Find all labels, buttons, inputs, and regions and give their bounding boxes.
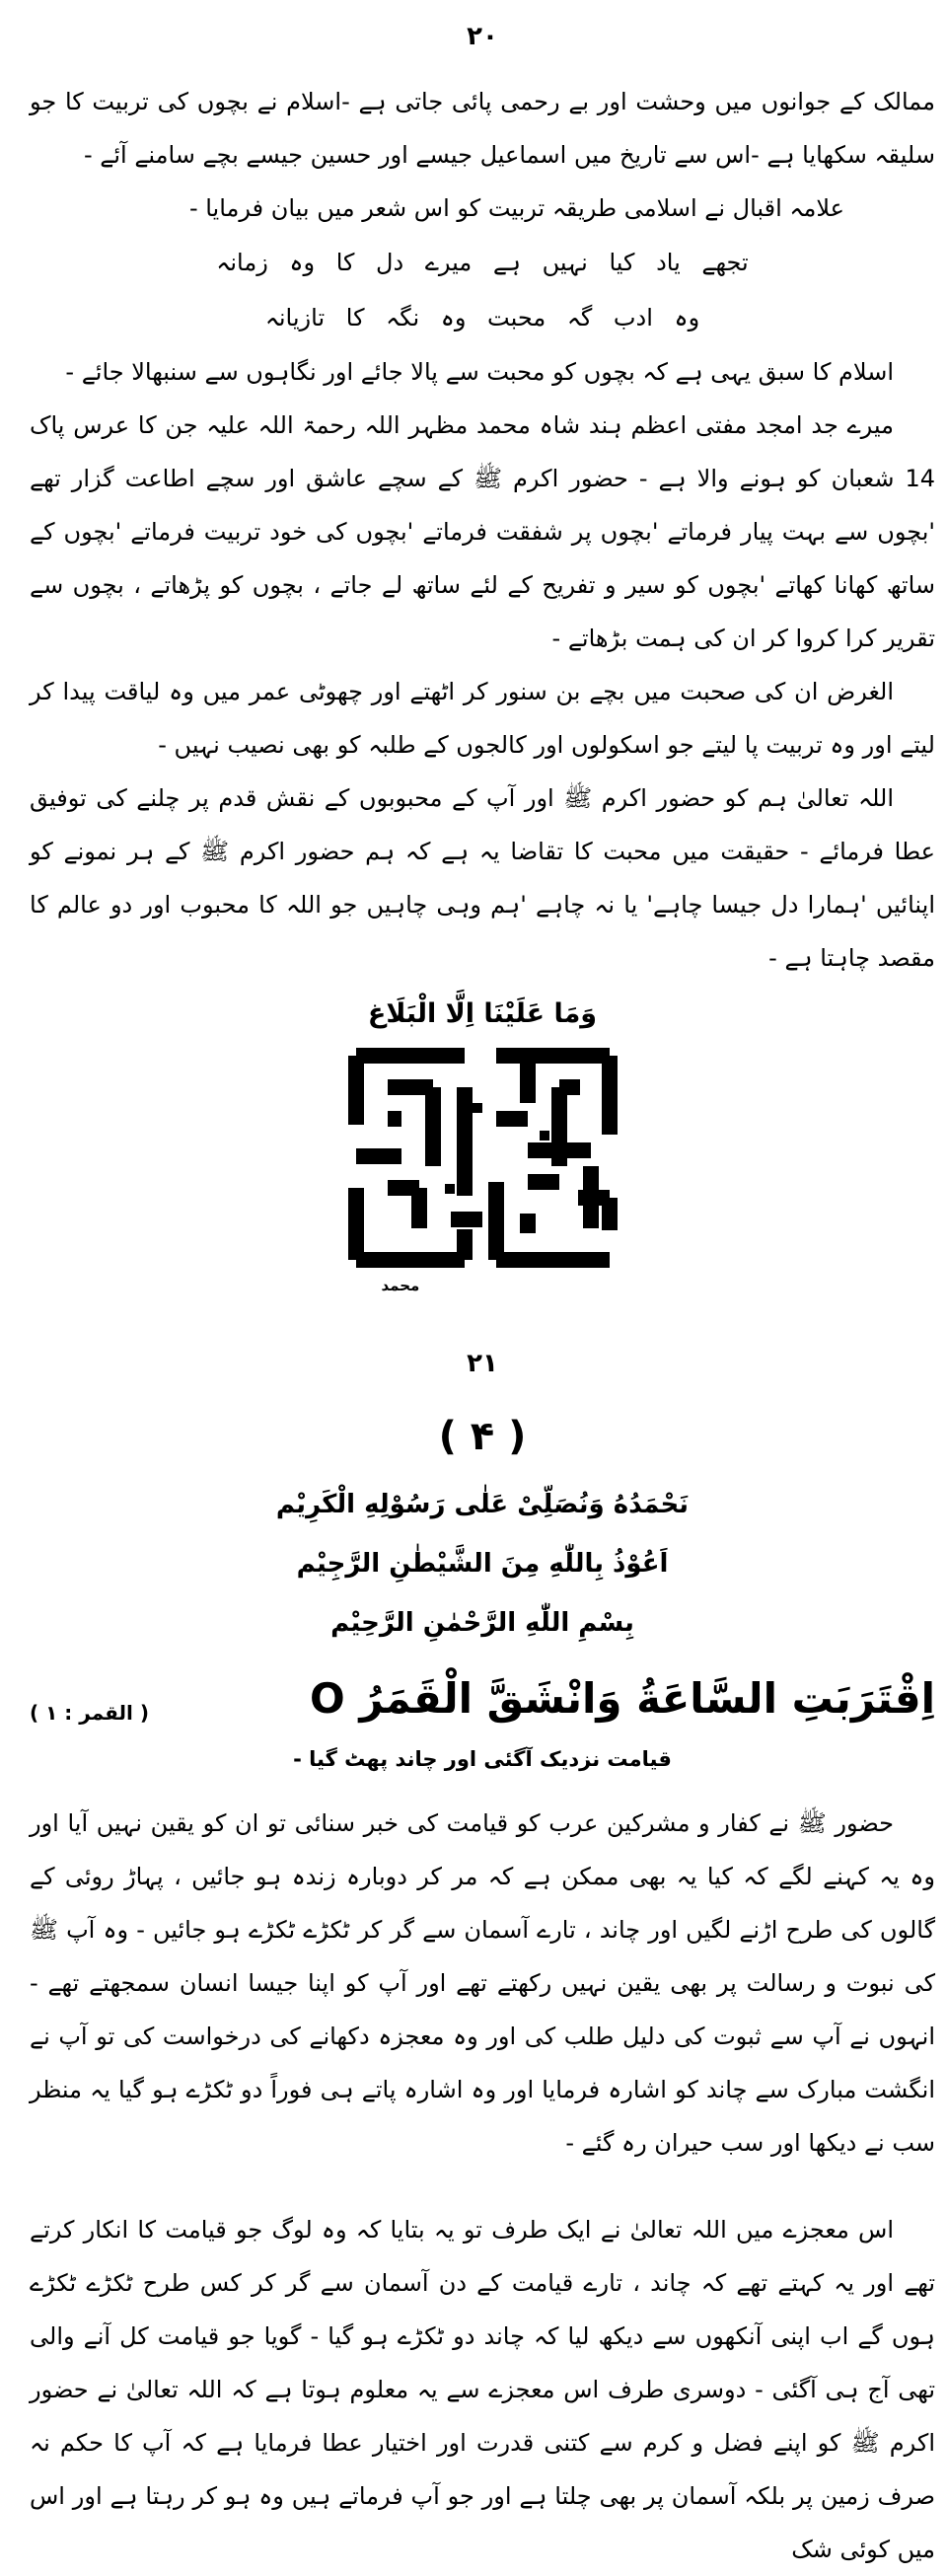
page-20-body <box>30 75 935 1295</box>
page-number-21: ۲۱ <box>467 1349 498 1378</box>
verse-reference: ( القمر : ۱ ) <box>30 1701 149 1725</box>
iqbal-couplet <box>30 235 935 345</box>
kufic-square-calligraphy-image <box>346 1046 619 1270</box>
quran-verse-row <box>30 1668 935 1730</box>
paragraph-continuation: ممالک کے جوانوں میں وحشت اور بے رحمی پائی جاتی ہے -اسلام نے بچوں کی تربیت کا جو سلیقہ سکھایا ہے -اس سے تاریخ میں اسماعیل جیسے اور حسین جیسے بچے سامنے آئے - <box>30 88 935 169</box>
quran-verse-text: اِقْتَرَبَتِ السَّاعَةُ وَانْشَقَّ الْقَمَرُ O <box>310 1674 935 1723</box>
couplet-line-2: وہ ادب گہ محبت وہ نگہ کا تازیانہ <box>264 304 700 331</box>
section-number-heading: ( ۴ ) <box>438 1414 527 1459</box>
paragraph-grandfather: میرے جد امجد مفتی اعظم ہند شاہ محمد مظہر اللہ رحمۃ اللہ علیہ جن کا عرس پاک 14 شعبان کو ہونے والا ہے - حضور اکرم ﷺ کے سچے عاشق اور سچے اطاعت گزار تھے 'بچوں سے بہت پیار فرماتے 'بچوں پر شفقت فرماتے 'بچوں کی خود تربیت فرماتے 'بچوں کے ساتھ کھانا کھاتے 'بچوں کو سیر و تفریح کے لئے ساتھ لے جاتے ، بچوں کو پڑھاتے ، بچوں سے تقریر کرا کروا کر ان کی ہمت بڑھاتے - <box>30 411 935 652</box>
kufic-calligraphy-block <box>346 1046 619 1295</box>
calligrapher-signature: محمد <box>381 1277 420 1294</box>
paragraph-miracle-story: حضور ﷺ نے کفار و مشرکین عرب کو قیامت کی خبر سنائی تو ان کو یقین نہیں آیا اور وہ یہ کہنے لگے کہ کیا یہ بھی ممکن ہے کہ مر کر دوبارہ زندہ ہو جائیں ، پہاڑ روئی کے گالوں کی طرح اڑنے لگیں اور چاند ، تارے آسمان سے گر کر ٹکڑے ٹکڑے ہو جائیں - وہ آپ ﷺ کی نبوت و رسالت پر بھی یقین نہیں رکھتے تھے اور آپ کو اپنا جیسا انسان سمجھتے تھے - انہوں نے آپ سے ثبوت کی دلیل طلب کی اور وہ معجزہ دکھانے کی درخواست کی تو آپ نے انگشت مبارک سے چاند کو اشارہ فرمایا اور وہ اشارہ پاتے ہی فوراً دو ٹکڑے ہو گیا یہ منظر سب نے دیکھا اور سب حیران رہ گئے - <box>30 1809 935 2157</box>
arabic-closing-line: وَمَا عَلَيْنَا اِلَّا الْبَلَاغ <box>367 998 598 1029</box>
page-21-body <box>30 1349 935 2576</box>
couplet-line-1: تجھے یاد کیا نہیں ہے میرے دل کا وہ زمانہ <box>216 249 749 276</box>
hamd-line: نَحْمَدُهُ وَنُصَلِّىْ عَلٰى رَسُوْلِهِ الْكَرِيْم <box>275 1490 690 1519</box>
paragraph-dua: اللہ تعالیٰ ہم کو حضور اکرم ﷺ اور آپ کے محبوبوں کے نقش قدم پر چلنے کی توفیق عطا فرمائے - حقیقت میں محبت کا تقاضا یہ ہے کہ ہم حضور اکرم ﷺ کے ہر نمونے کو اپنائیں 'ہمارا دل جیسا چاہے' یا نہ چاہے 'ہم وہی چاہیں جو اللہ کا محبوب اور دو عالم کا مقصد چاہتا ہے - <box>30 784 935 972</box>
paragraph-islam-lesson: اسلام کا سبق یہی ہے کہ بچوں کو محبت سے پالا جائے اور نگاہوں سے سنبھالا جائے - <box>65 358 894 386</box>
page-number-20: ۲۰ <box>467 22 498 51</box>
paragraph-miracle-meaning: اس معجزے میں اللہ تعالیٰ نے ایک طرف تو یہ بتایا کہ وہ لوگ جو قیامت کا انکار کرتے تھے اور یہ کہتے تھے کہ چاند ، تارے قیامت کے دن آسمان سے گر کر کس طرح ٹکڑے ٹکڑے ہوں گے اب اپنی آنکھوں سے دیکھ لیا کہ چاند دو ٹکڑے ہو گیا - گویا جو قیامت کل آنے والی تھی آج ہی آگئی - دوسری طرف اس معجزے سے یہ معلوم ہوتا ہے کہ اللہ تعالیٰ نے حضور اکرم ﷺ کو اپنے فضل و کرم سے کتنی قدرت اور اختیار عطا فرمایا ہے کہ آپ کا حکم نہ صرف زمین پر بلکہ آسمان پر بھی چلتا ہے اور جو آپ فرماتے ہیں وہ ہو کر رہتا ہے اور اس میں کوئی شک <box>30 2216 935 2563</box>
verse-translation: قیامت نزدیک آگئی اور چاند پھٹ گیا - <box>293 1747 672 1771</box>
taawwuz-line: اَعُوْذُ بِاللّٰهِ مِنَ الشَّيْطٰنِ الرَّجِيْم <box>296 1549 669 1579</box>
paragraph-algharz: الغرض ان کی صحبت میں بچے بن سنور کر اٹھتے اور چھوٹی عمر میں وہ لیاقت پیدا کر لیتے اور وہ تربیت پا لیتے جو اسکولوں اور کالجوں کے طلبہ کو بھی نصیب نہیں - <box>30 678 935 759</box>
couplet-intro-line: علامہ اقبال نے اسلامی طریقہ تربیت کو اس شعر میں بیان فرمایا - <box>188 194 844 222</box>
bismillah-line: بِسْمِ اللّٰهِ الرَّحْمٰنِ الرَّحِيْم <box>330 1608 634 1638</box>
